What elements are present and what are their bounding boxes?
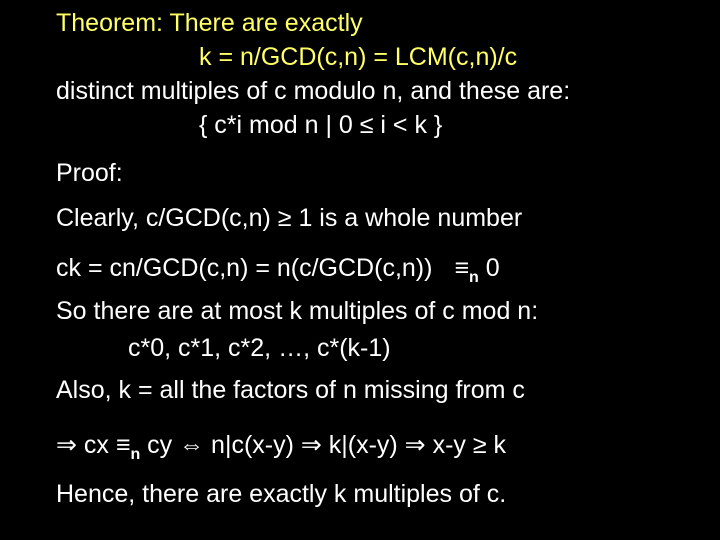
theorem-intro: There are exactly [162, 9, 363, 37]
theorem-statement: distinct multiples of c modulo n, and these are: [56, 77, 571, 105]
theorem-intro-line [56, 8, 363, 38]
proof-line-4: c*0, c*1, c*2, …, c*(k-1) [128, 334, 391, 362]
proof-line-6 [56, 430, 506, 464]
modulus-subscript-2: n [130, 446, 141, 463]
congruence-symbol: ≡ [454, 254, 470, 282]
proof-line-2 [56, 253, 500, 287]
proof-heading: Proof: [56, 159, 123, 187]
proof-line-6-a: ⇒ cx ≡ [56, 431, 131, 459]
proof-line-1: Clearly, c/GCD(c,n) ≥ 1 is a whole number [56, 204, 523, 232]
proof-line-3: So there are at most k multiples of c mod n: [56, 297, 539, 325]
modulus-subscript: n [469, 269, 479, 286]
proof-line-5: Also, k = all the factors of n missing from c [56, 376, 525, 404]
theorem-set: { c*i mod n | 0 ≤ i < k } [199, 111, 443, 139]
proof-line-2-main: ck = cn/GCD(c,n) = n(c/GCD(c,n)) [56, 254, 433, 282]
theorem-formula: k = n/GCD(c,n) = LCM(c,n)/c [199, 43, 518, 71]
proof-line-6-b: cy ⇔ n|c(x-y) ⇒ k|(x-y) ⇒ x-y ≥ k [140, 431, 507, 459]
proof-line-7: Hence, there are exactly k multiples of c. [56, 480, 507, 508]
theorem-label: Theorem: [56, 9, 163, 37]
proof-line-2-tail: 0 [478, 254, 500, 282]
